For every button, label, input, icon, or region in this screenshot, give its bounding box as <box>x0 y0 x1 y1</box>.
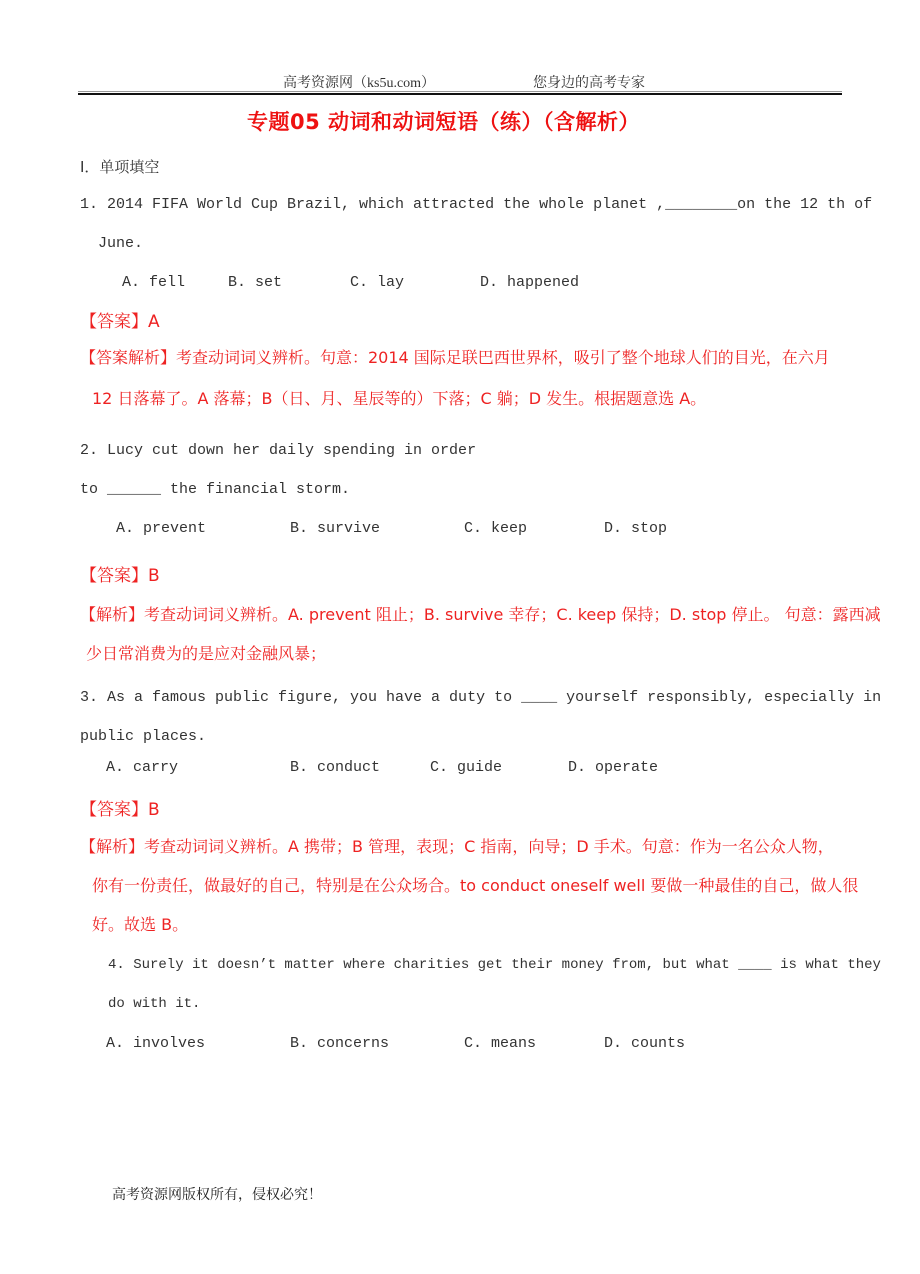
option-d: D. happened <box>480 274 580 291</box>
question-text: 1. 2014 FIFA World Cup Brazil, which attracted the whole planet ,________on the 12 th of <box>80 196 873 213</box>
analysis-line: 【解析】考查动词词义辨析。A. prevent 阻止；B. survive 幸存；C. keep 保持；D. stop 停止。 句意：露西减 <box>80 605 881 624</box>
header-rule <box>78 93 842 95</box>
analysis-line: 好。故选 B。 <box>92 915 189 934</box>
option-b: B. concerns <box>290 1035 390 1052</box>
option-a: A. fell <box>122 274 186 291</box>
option-c: C. lay <box>350 274 405 291</box>
analysis-line: 12 日落幕了。A 落幕；B（日、月、星辰等的）下落；C 躺；D 发生。根据题意选 A。 <box>92 389 707 408</box>
page-title: 专题05 动词和动词短语（练）（含解析） <box>247 110 641 134</box>
option-b: B. set <box>228 274 283 291</box>
option-d: D. counts <box>604 1035 686 1052</box>
option-a: A. involves <box>106 1035 206 1052</box>
option-b: B. conduct <box>290 759 381 776</box>
option-c: C. keep <box>464 520 528 537</box>
footer-copyright: 高考资源网版权所有，侵权必究！ <box>112 1188 322 1203</box>
section-heading: I．单项填空 <box>80 158 160 176</box>
answer: 【答案】A <box>80 312 160 332</box>
question-text-cont: do with it. <box>108 996 201 1012</box>
question-text-cont: June. <box>98 235 144 252</box>
answer: 【答案】B <box>80 800 160 820</box>
question-text: 3. As a famous public figure, you have a duty to ____ yourself responsibly, especially in <box>80 689 882 706</box>
option-d: D. operate <box>568 759 659 776</box>
header-rule-thin <box>78 91 842 92</box>
option-a: A. carry <box>106 759 179 776</box>
analysis-line: 少日常消费为的是应对金融风暴； <box>86 644 327 663</box>
header-slogan: 您身边的高考专家 <box>533 76 645 91</box>
option-b: B. survive <box>290 520 381 537</box>
question-text: 2. Lucy cut down her daily spending in order <box>80 442 477 459</box>
question-text-cont: public places. <box>80 728 207 745</box>
option-a: A. prevent <box>116 520 207 537</box>
question-text: 4. Surely it doesn’t matter where charities get their money from, but what ____ is what they <box>108 957 881 973</box>
header-site-name: 高考资源网（ks5u.com） <box>283 76 436 91</box>
answer: 【答案】B <box>80 566 160 586</box>
analysis-line: 你有一份责任，做最好的自己，特别是在公众场合。to conduct oneself well 要做一种最佳的自己，做人很 <box>92 876 859 895</box>
analysis-line: 【答案解析】考查动词词义辨析。句意：2014 国际足联巴西世界杯，吸引了整个地球人们的目光，在六月 <box>80 348 830 367</box>
option-c: C. guide <box>430 759 503 776</box>
question-text-cont: to ______ the financial storm. <box>80 481 351 498</box>
analysis-line: 【解析】考查动词词义辨析。A 携带；B 管理，表现；C 指南，向导；D 手术。句意：作为一名公众人物， <box>80 837 834 856</box>
option-d: D. stop <box>604 520 668 537</box>
option-c: C. means <box>464 1035 537 1052</box>
